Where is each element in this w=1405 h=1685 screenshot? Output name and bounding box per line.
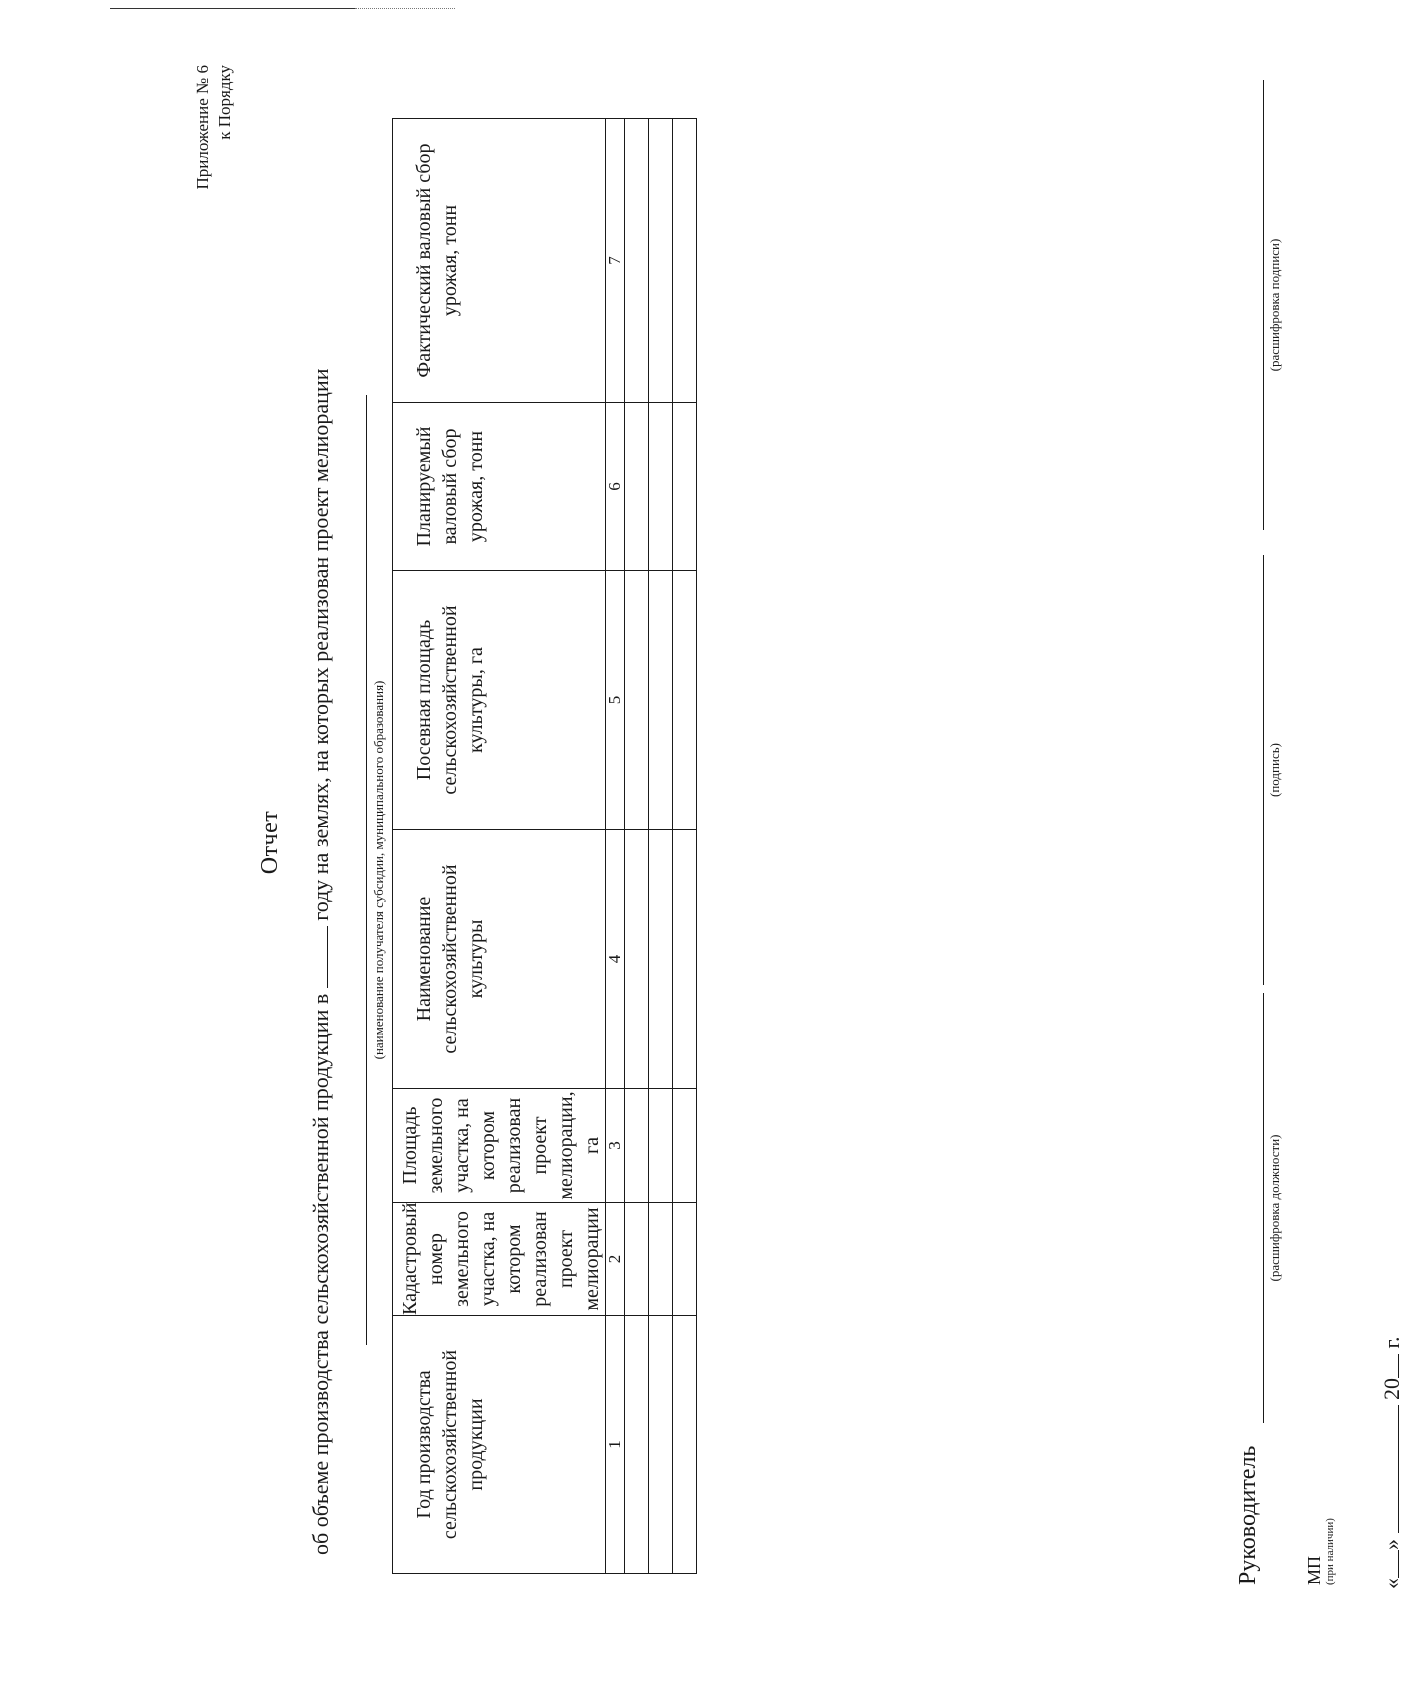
header-actual-harvest: Фактический валовый сбор урожая, тонн xyxy=(393,119,606,403)
appendix-reference: к Порядку xyxy=(215,65,234,140)
stamp-label: МП xyxy=(1304,1555,1324,1585)
column-number: 4 xyxy=(606,830,625,1089)
table-cell[interactable] xyxy=(625,830,649,1089)
table-header-row xyxy=(393,119,606,1574)
table-cell[interactable] xyxy=(673,403,697,571)
table-cell[interactable] xyxy=(649,1203,673,1316)
table-cell[interactable] xyxy=(625,119,649,403)
report-table xyxy=(392,118,697,1574)
document-title: Отчет xyxy=(257,810,283,875)
stamp-note: (при наличии) xyxy=(1324,1518,1336,1585)
name-caption: (расшифровка подписи) xyxy=(1267,238,1282,372)
recipient-field-line[interactable] xyxy=(366,395,367,1345)
subtitle-part-2: году на землях, на которых реализован проект мелиорации xyxy=(308,368,333,921)
table-number-row xyxy=(606,119,625,1574)
column-number: 2 xyxy=(606,1203,625,1316)
table-cell[interactable] xyxy=(673,119,697,403)
table-row xyxy=(673,119,697,1574)
header-crop-name: Наименование сельскохозяйственной культуры xyxy=(393,830,606,1089)
name-field-line[interactable] xyxy=(1263,80,1264,530)
table-cell[interactable] xyxy=(625,1316,649,1574)
signatory-label: Руководитель xyxy=(1235,1445,1261,1585)
column-number: 6 xyxy=(606,403,625,571)
subtitle-part-1: об объеме производства сельскохозяйственной продукции в xyxy=(308,993,333,1555)
month-field[interactable] xyxy=(1378,1406,1399,1534)
column-number: 1 xyxy=(606,1316,625,1574)
table-cell[interactable] xyxy=(649,119,673,403)
signature-caption: (подпись) xyxy=(1267,743,1282,797)
table-row xyxy=(649,119,673,1574)
table-cell[interactable] xyxy=(649,403,673,571)
table-cell[interactable] xyxy=(673,1203,697,1316)
header-production-year: Год производства сельскохозяйственной продукции xyxy=(393,1316,606,1574)
table-cell[interactable] xyxy=(673,571,697,830)
date-open-quote: « xyxy=(1379,1578,1404,1589)
appendix-number: Приложение № 6 xyxy=(193,65,212,190)
year-field[interactable] xyxy=(1378,1354,1399,1378)
position-field-line[interactable] xyxy=(1263,993,1264,1423)
header-planned-harvest: Планируемый валовый сбор урожая, тонн xyxy=(393,403,606,571)
table-cell[interactable] xyxy=(649,571,673,830)
table-cell[interactable] xyxy=(649,1316,673,1574)
day-field[interactable] xyxy=(1378,1550,1399,1578)
header-cadastral-number: Кадастровый номер земельного участка, на котором реализован проект мелиорации xyxy=(393,1203,606,1316)
table-cell[interactable] xyxy=(649,830,673,1089)
header-plot-area: Площадь земельного участка, на котором реализован проект мелиорации, га xyxy=(393,1089,606,1203)
table-row xyxy=(625,119,649,1574)
table-cell[interactable] xyxy=(649,1089,673,1203)
column-number: 7 xyxy=(606,119,625,403)
recipient-caption: (наименование получателя субсидии, муниципального образования) xyxy=(371,680,386,1060)
document-subtitle xyxy=(308,85,334,1555)
year-blank-field[interactable] xyxy=(309,926,328,988)
year-suffix: г. xyxy=(1379,1336,1404,1349)
date-line xyxy=(1378,1336,1405,1589)
year-prefix: 20 xyxy=(1379,1378,1404,1400)
appendix-header xyxy=(192,65,236,265)
position-caption: (расшифровка должности) xyxy=(1267,1134,1282,1282)
table-cell[interactable] xyxy=(673,1089,697,1203)
column-number: 5 xyxy=(606,571,625,830)
signature-field-line[interactable] xyxy=(1263,555,1264,985)
column-number: 3 xyxy=(606,1089,625,1203)
table-cell[interactable] xyxy=(625,403,649,571)
header-sown-area: Посевная площадь сельскохозяйственной культуры, га xyxy=(393,571,606,830)
table-cell[interactable] xyxy=(673,1316,697,1574)
table-cell[interactable] xyxy=(625,1089,649,1203)
table-cell[interactable] xyxy=(625,571,649,830)
date-close-quote: » xyxy=(1379,1539,1404,1550)
table-cell[interactable] xyxy=(625,1203,649,1316)
table-cell[interactable] xyxy=(673,830,697,1089)
